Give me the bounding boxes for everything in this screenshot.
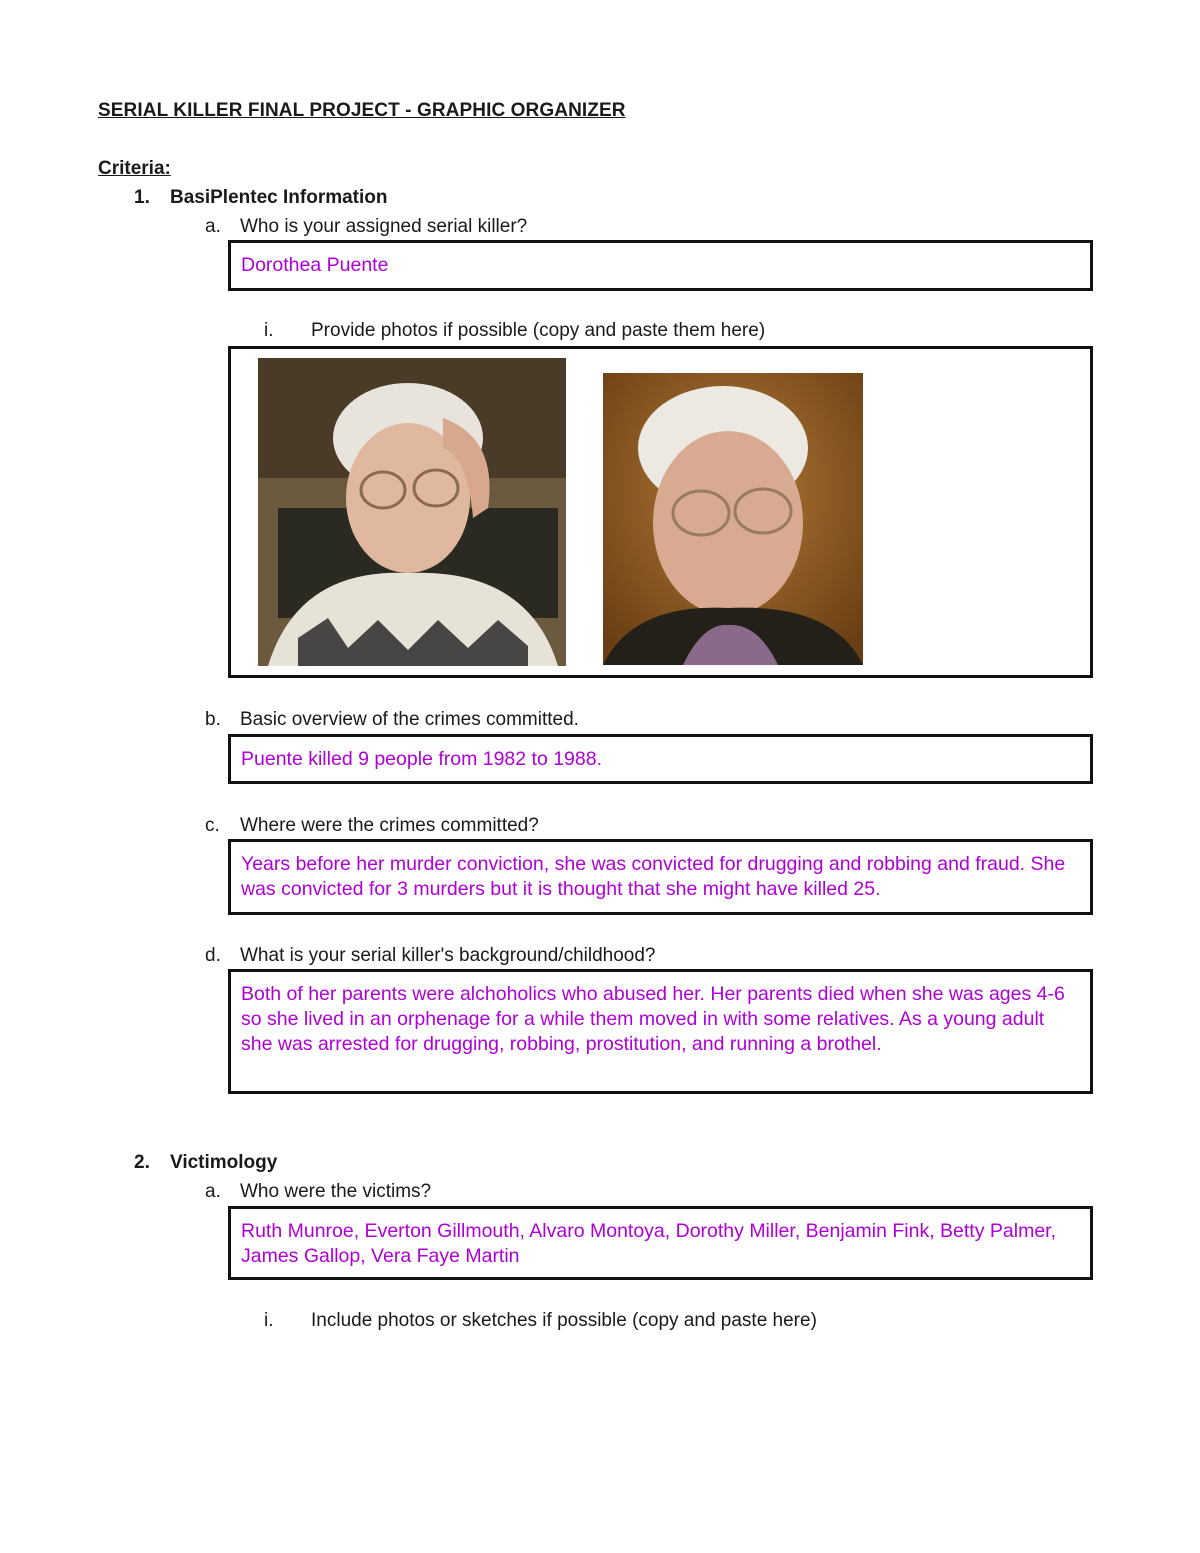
answer-box-1d[interactable] (228, 969, 1093, 1094)
answer-1a-text: Dorothea Puente (241, 254, 389, 276)
section-1-heading: BasiPlentec Information (170, 187, 388, 208)
answer-box-1a[interactable] (228, 240, 1093, 291)
question-1a-i-text: Provide photos if possible (copy and paste them here) (311, 320, 766, 341)
answer-box-1c[interactable] (228, 839, 1093, 915)
answer-box-1b[interactable] (228, 734, 1093, 784)
criteria-heading: Criteria: (98, 158, 171, 179)
question-1b-text: Basic overview of the crimes committed. (240, 709, 579, 730)
page-title: SERIAL KILLER FINAL PROJECT - GRAPHIC ORGANIZER (98, 100, 626, 121)
question-1d-text: What is your serial killer's background/childhood? (240, 945, 656, 966)
question-1a-i-letter: i. (264, 320, 274, 341)
question-1b-letter: b. (205, 709, 221, 730)
answer-box-2a[interactable] (228, 1206, 1093, 1280)
question-1c-text: Where were the crimes committed? (240, 815, 539, 836)
photo-box-1a-i[interactable] (228, 346, 1093, 678)
section-2-heading: Victimology (170, 1152, 278, 1173)
portrait-photo-2 (603, 373, 863, 665)
question-1a-text: Who is your assigned serial killer? (240, 216, 528, 237)
answer-1b-text: Puente killed 9 people from 1982 to 1988. (241, 748, 603, 770)
question-1d-letter: d. (205, 945, 221, 966)
section-2-number: 2. (134, 1152, 150, 1173)
question-1c-letter: c. (205, 815, 220, 836)
answer-1d-text: Both of her parents were alchoholics who abused her. Her parents died when she was ages 4-6 so she lived in an orphenage for a while them moved in with some relatives. As a young adult she was arrested for drugging, robbing, prostitution, and running a brothel. (241, 983, 1065, 1055)
question-2a-i-letter: i. (264, 1310, 274, 1331)
question-2a-text: Who were the victims? (240, 1181, 432, 1202)
question-1a-letter: a. (205, 216, 221, 237)
question-2a-i-text: Include photos or sketches if possible (copy and paste here) (311, 1310, 817, 1331)
question-2a-letter: a. (205, 1181, 221, 1202)
section-1-number: 1. (134, 187, 150, 208)
answer-2a-text: Ruth Munroe, Everton Gillmouth, Alvaro Montoya, Dorothy Miller, Benjamin Fink, Betty Palmer, James Gallop, Vera Faye Martin (241, 1220, 1057, 1267)
answer-1c-text: Years before her murder conviction, she was convicted for drugging and robbing and fraud. She was convicted for 3 murders but it is thought that she might have killed 25. (241, 853, 1066, 900)
portrait-photo-1 (258, 358, 566, 666)
